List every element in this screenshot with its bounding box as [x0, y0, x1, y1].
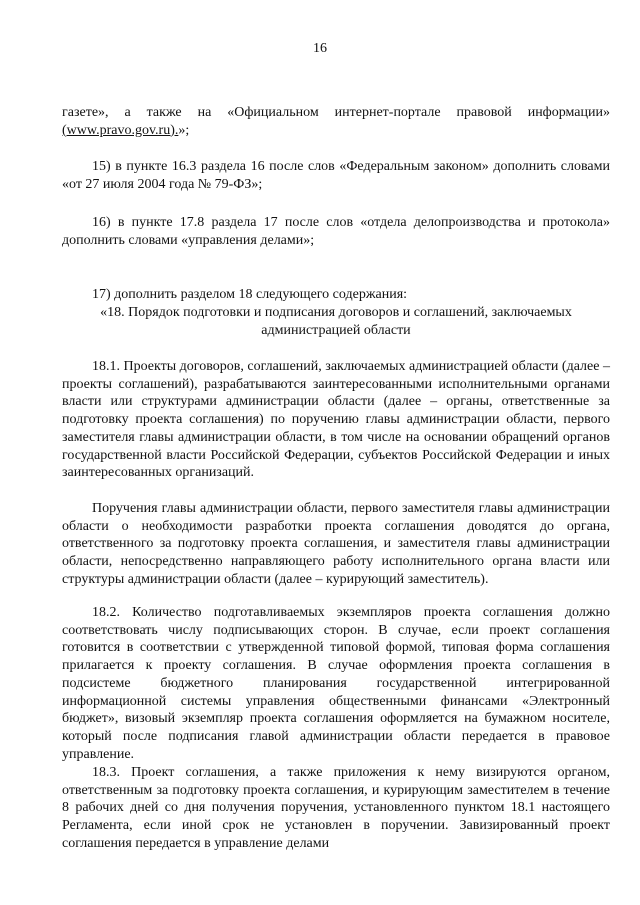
paragraph-18-3: 18.3. Проект соглашения, а также приложения к нему визируются органом, ответственным за подготовку проекта соглашения, и курирующим заместителем в течение 8 рабочих дней со дня получения поручения, установленного пунктом 18.1 настоящего Регламента, если иной срок не установлен в поручении. Завизированный проект соглашения передается в управление делами	[62, 765, 610, 851]
paragraph-official-portal	[62, 104, 610, 139]
paragraph-text-end: »;	[178, 122, 190, 138]
paragraph-item-15: 15) в пункте 16.3 раздела 16 после слов «Федеральным законом» дополнить словами «от 27 июля 2004 года № 79-ФЗ»;	[62, 159, 610, 192]
paragraph-18-1: 18.1. Проекты договоров, соглашений, заключаемых администрацией области (далее – проекты соглашений), разрабатываются заинтересованными исполнительными органами власти или структурами администрации области (далее – органы, ответственные за подготовку проекта соглашения) по поручению главы администрации области, первого заместителя главы администрации области, в том числе на основании обращений органов государственной власти Российской Федерации, субъектов Российской Федерации и иных заинтересованных организаций.	[62, 359, 610, 481]
paragraph-18-2: 18.2. Количество подготавливаемых экземпляров проекта соглашения должно соответствовать числу подписывающих сторон. В случае, если проект соглашения готовится в соответствии с утвержденной типовой формой, типовая форма соглашения прилагается к проекту соглашения. В случае оформления проекта соглашения в подсистеме бюджетного планирования государственной интегрированной информационной системы управления общественными финансами «Электронный бюджет», визовый экземпляр проекта соглашения оформляется на бумажном носителе, который после подписания главой администрации области передается в правовое управление.	[62, 605, 610, 762]
section-18-title	[62, 304, 610, 339]
section-title-line-1: «18. Порядок подготовки и подписания договоров и соглашений, заключаемых	[100, 305, 572, 320]
section-title-line-2: администрацией области	[261, 322, 411, 338]
page-number: 16	[313, 41, 327, 56]
pravo-link[interactable]: (www.pravo.gov.ru).	[62, 122, 179, 138]
paragraph-item-16: 16) в пункте 17.8 раздела 17 после слов «отдела делопроизводства и протокола» дополнить словами «управления делами»;	[62, 215, 610, 248]
paragraph-item-17: 17) дополнить разделом 18 следующего содержания:	[92, 287, 408, 302]
paragraph-instructions: Поручения главы администрации области, первого заместителя главы администрации области о необходимости разработки проекта соглашения доводятся до органа, ответственного за подготовку проекта соглашения, и заместителя главы администрации области, непосредственно направляющего работу исполнительного органа власти или структуры администрации области (далее – курирующий заместитель).	[62, 501, 610, 587]
paragraph-text: газете», а также на «Официальном интернет-портале правовой информации»	[62, 105, 610, 120]
